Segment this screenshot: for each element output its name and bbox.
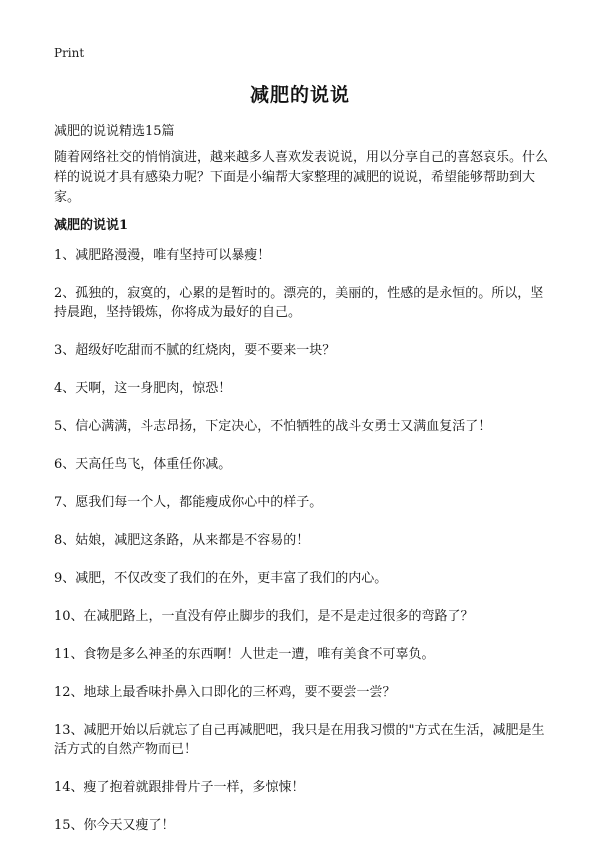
list-item: 3、超级好吃甜而不腻的红烧肉，要不要来一块？	[54, 343, 336, 358]
list-item: 15、你今天又瘦了！	[54, 818, 175, 833]
list-item: 9、减肥，不仅改变了我们的在外，更丰富了我们的内心。	[54, 571, 388, 586]
list-item: 5、信心满满，斗志昂扬，下定决心，不怕牺牲的战斗女勇士又满血复活了！	[54, 419, 492, 434]
list-item: 2、孤独的，寂寞的，心累的是暂时的。漂亮的，美丽的，性感的是永恒的。所以，坚持晨跑，坚持锻炼，你将成为最好的自己。	[54, 286, 544, 320]
page-title: 减肥的说说	[249, 84, 350, 106]
section-heading: 减肥的说说1	[54, 218, 129, 233]
list-item: 11、食物是多么神圣的东西啊！人世走一遭，唯有美食不可辜负。	[54, 647, 435, 662]
list-item: 13、减肥开始以后就忘了自己再减肥吧，我只是在用我习惯的"方式在生活，减肥是生活方式的自然产物而已！	[54, 723, 545, 757]
list-item: 1、减肥路漫漫，唯有坚持可以暴瘦！	[54, 248, 271, 263]
article-subtitle: 减肥的说说精选15篇	[54, 124, 175, 139]
list-item: 4、天啊，这一身肥肉，惊恐！	[54, 381, 232, 396]
list-item: 6、天高任鸟飞，体重任你减。	[54, 457, 232, 472]
list-item: 12、地球上最香味扑鼻入口即化的三杯鸡，要不要尝一尝？	[54, 685, 396, 700]
print-link[interactable]: Print	[54, 46, 85, 60]
list-item: 14、瘦了抱着就跟排骨片子一样，多惊悚！	[54, 780, 305, 795]
list-item: 10、在减肥路上，一直没有停止脚步的我们，是不是走过很多的弯路了？	[54, 609, 474, 624]
list-item: 8、姑娘，减肥这条路，从来都是不容易的！	[54, 533, 310, 548]
list-item: 7、愿我们每一个人，都能瘦成你心中的样子。	[54, 495, 323, 510]
intro-paragraph: 随着网络社交的悄悄演进，越来越多人喜欢发表说说，用以分享自己的喜怒哀乐。什么样的说说才具有感染力呢？下面是小编帮大家整理的减肥的说说，希望能够帮助到大家。	[54, 150, 549, 205]
quote-list	[54, 246, 554, 854]
